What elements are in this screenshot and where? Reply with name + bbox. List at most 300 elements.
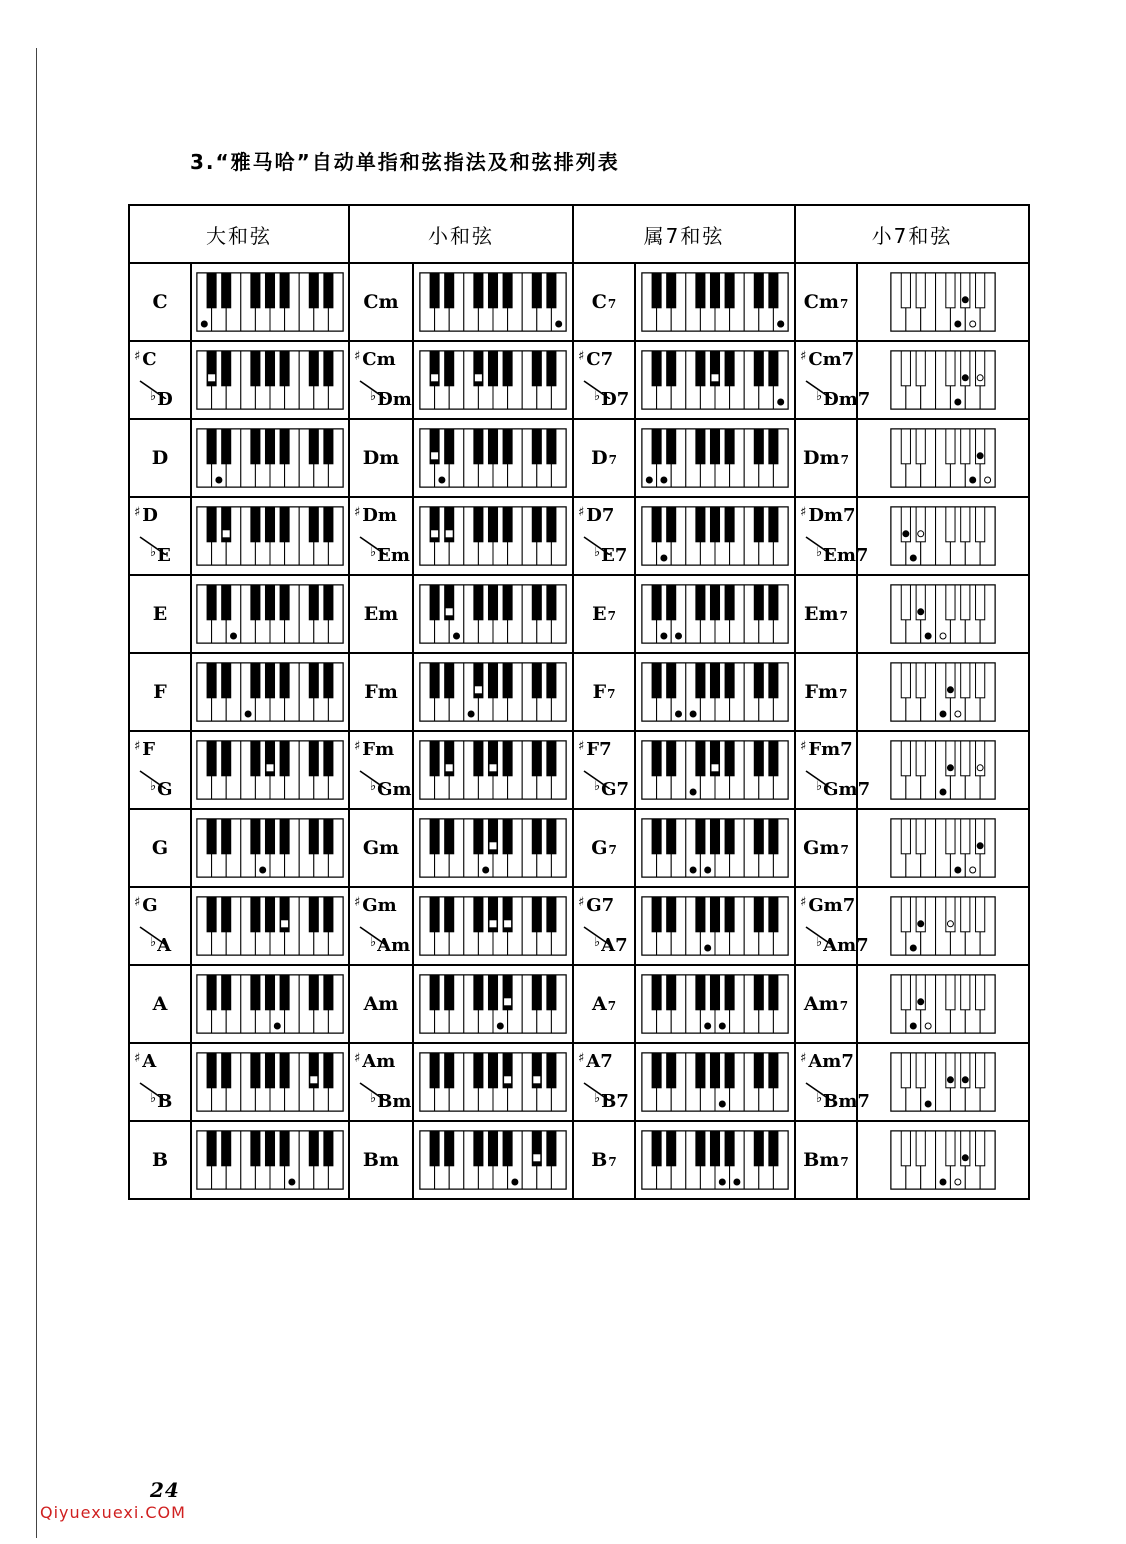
chord-name-cell — [573, 341, 635, 419]
chord-name: Dm — [803, 447, 840, 469]
keyboard-diagram — [887, 737, 999, 803]
black-key — [667, 741, 676, 776]
chord-seventh-suffix: 7 — [608, 843, 617, 857]
keyboard-cell — [857, 1043, 1029, 1121]
black-key — [696, 819, 705, 854]
header-dominant-seventh: 属7和弦 — [573, 205, 795, 263]
key-marker-filled — [690, 789, 696, 795]
black-key — [503, 507, 512, 542]
keyboard-cell — [191, 653, 349, 731]
flat-chord: Em — [377, 545, 410, 566]
chord-name-cell — [129, 341, 191, 419]
black-key — [961, 897, 970, 932]
keyboard-diagram — [638, 971, 792, 1037]
sharp-icon: ♯ — [800, 349, 807, 364]
black-key — [474, 507, 483, 542]
black-key — [961, 975, 970, 1010]
enharmonic-chord-name — [350, 737, 412, 803]
keyboard-cell — [191, 419, 349, 497]
black-key — [324, 585, 333, 620]
black-key — [547, 975, 556, 1010]
enharmonic-chord-name — [130, 503, 192, 569]
keyboard-cell — [635, 809, 795, 887]
chord-name-cell — [795, 575, 857, 653]
chord-name: A — [152, 993, 168, 1015]
keyboard-cell — [191, 1043, 349, 1121]
black-key — [280, 975, 289, 1010]
black-key — [696, 897, 705, 932]
chord-name-cell — [573, 263, 635, 341]
keyboard-diagram — [638, 503, 792, 569]
key-marker-open — [445, 764, 453, 772]
enharmonic-chord-name — [130, 737, 192, 803]
sharp-icon: ♯ — [134, 505, 141, 520]
keyboard-cell — [635, 575, 795, 653]
keyboard-cell — [635, 731, 795, 809]
flat-icon: ♭ — [594, 1091, 601, 1106]
black-key — [696, 585, 705, 620]
black-key — [754, 585, 763, 620]
key-marker-open — [970, 321, 976, 327]
chord-name-cell — [349, 1121, 413, 1199]
black-key — [976, 585, 985, 620]
black-key — [309, 975, 318, 1010]
black-key — [251, 1053, 260, 1088]
keyboard-cell — [413, 1121, 573, 1199]
chord-seventh-suffix: 7 — [608, 453, 617, 467]
black-key — [207, 819, 216, 854]
black-key — [445, 1053, 454, 1088]
key-marker-open — [474, 686, 482, 694]
keyboard-diagram — [416, 269, 570, 335]
key-marker-filled — [719, 1179, 725, 1185]
black-key — [976, 897, 985, 932]
chord-name-cell — [349, 1043, 413, 1121]
keyboard-diagram — [416, 815, 570, 881]
black-key — [901, 273, 910, 308]
flat-icon: ♭ — [816, 935, 823, 950]
sharp-chord: Dm — [362, 505, 397, 526]
flat-icon: ♭ — [150, 545, 157, 560]
key-marker-open — [985, 477, 991, 483]
keyboard-cell — [413, 263, 573, 341]
enharmonic-chord-name — [574, 893, 636, 959]
enharmonic-chord-name — [350, 1049, 412, 1115]
keyboard-cell — [857, 341, 1029, 419]
keyboard-diagram — [638, 659, 792, 725]
key-marker-filled — [245, 711, 251, 717]
keyboard-diagram — [416, 971, 570, 1037]
flat-chord: B — [157, 1091, 173, 1112]
flat-chord: Dm7 — [823, 389, 871, 410]
black-key — [280, 663, 289, 698]
black-key — [901, 351, 910, 386]
black-key — [652, 1131, 661, 1166]
black-key — [488, 1053, 497, 1088]
key-marker-filled — [289, 1179, 295, 1185]
keyboard-cell — [413, 809, 573, 887]
chord-row — [129, 731, 1029, 809]
key-marker-open — [504, 998, 512, 1006]
key-marker-filled — [778, 321, 784, 327]
keyboard-cell — [857, 263, 1029, 341]
black-key — [976, 663, 985, 698]
black-key — [710, 975, 719, 1010]
key-marker-filled — [918, 609, 924, 615]
sharp-chord: Cm — [362, 349, 396, 370]
chord-name-cell — [795, 1121, 857, 1199]
black-key — [430, 1053, 439, 1088]
black-key — [725, 897, 734, 932]
keyboard-diagram — [638, 1127, 792, 1193]
chord-name-cell — [795, 965, 857, 1043]
black-key — [251, 507, 260, 542]
black-key — [769, 897, 778, 932]
flat-name — [594, 1091, 629, 1112]
black-key — [309, 1131, 318, 1166]
key-marker-open — [445, 530, 453, 538]
key-marker-open — [918, 531, 924, 537]
key-marker-filled — [690, 867, 696, 873]
keyboard-diagram — [416, 737, 570, 803]
header-major: 大和弦 — [129, 205, 349, 263]
flat-chord: D7 — [601, 389, 630, 410]
flat-name — [150, 545, 171, 566]
flat-name — [150, 779, 173, 800]
sharp-chord: G — [142, 895, 158, 916]
black-key — [901, 975, 910, 1010]
key-marker-open — [533, 1076, 541, 1084]
keyboard-diagram — [193, 737, 347, 803]
black-key — [725, 741, 734, 776]
sharp-icon: ♯ — [354, 349, 361, 364]
sharp-icon: ♯ — [800, 739, 807, 754]
keyboard-diagram — [638, 425, 792, 491]
black-key — [725, 1053, 734, 1088]
black-key — [532, 351, 541, 386]
black-key — [474, 1131, 483, 1166]
keyboard-diagram — [416, 581, 570, 647]
chord-name-cell — [573, 653, 635, 731]
keyboard-diagram — [193, 425, 347, 491]
watermark: Qiyuexuexi.COM — [40, 1503, 186, 1522]
black-key — [667, 897, 676, 932]
keyboard-cell — [635, 965, 795, 1043]
chord-name: Bm — [362, 1149, 400, 1171]
sharp-chord: Gm7 — [808, 895, 856, 916]
keyboard-cell — [191, 1121, 349, 1199]
keyboard-cell — [191, 965, 349, 1043]
black-key — [652, 507, 661, 542]
black-key — [532, 273, 541, 308]
keyboard-diagram — [193, 815, 347, 881]
keyboard-diagram — [638, 893, 792, 959]
black-key — [430, 1131, 439, 1166]
black-key — [324, 507, 333, 542]
margin-line — [36, 48, 37, 1538]
key-marker-open — [431, 374, 439, 382]
sharp-icon: ♯ — [800, 895, 807, 910]
flat-name — [594, 545, 627, 566]
black-key — [754, 663, 763, 698]
chord-name-cell — [129, 653, 191, 731]
chord-name-cell — [795, 731, 871, 809]
chord-row — [129, 341, 1029, 419]
chord-name: D — [151, 447, 169, 469]
black-key — [901, 663, 910, 698]
keyboard-cell — [857, 965, 1029, 1043]
keyboard-diagram — [193, 1049, 347, 1115]
keyboard-cell — [191, 731, 349, 809]
black-key — [474, 1053, 483, 1088]
black-key — [710, 1131, 719, 1166]
chord-name-cell — [573, 497, 635, 575]
flat-icon: ♭ — [816, 1091, 823, 1106]
black-key — [324, 273, 333, 308]
keyboard-cell — [635, 887, 795, 965]
key-marker-filled — [903, 531, 909, 537]
black-key — [916, 273, 925, 308]
black-key — [532, 897, 541, 932]
black-key — [769, 975, 778, 1010]
black-key — [667, 507, 676, 542]
black-key — [324, 663, 333, 698]
chord-name: Em — [804, 603, 839, 625]
black-key — [222, 741, 231, 776]
key-marker-open — [711, 374, 719, 382]
chord-name-cell — [349, 809, 413, 887]
black-key — [652, 975, 661, 1010]
chord-seventh-suffix: 7 — [840, 453, 849, 467]
key-marker-filled — [947, 765, 953, 771]
black-key — [251, 975, 260, 1010]
header-minor: 小和弦 — [349, 205, 573, 263]
flat-chord: Am7 — [823, 935, 869, 956]
black-key — [280, 741, 289, 776]
black-key — [961, 429, 970, 464]
sharp-icon: ♯ — [134, 739, 141, 754]
key-marker-open — [281, 920, 289, 928]
keyboard-cell — [635, 1043, 795, 1121]
chord-row — [129, 497, 1029, 575]
flat-name — [370, 1091, 411, 1112]
sharp-chord: Gm — [362, 895, 397, 916]
sharp-chord: D — [142, 505, 158, 526]
black-key — [725, 1131, 734, 1166]
chord-seventh-suffix: 7 — [839, 999, 849, 1013]
keyboard-cell — [413, 653, 573, 731]
key-marker-open — [504, 1076, 512, 1084]
black-key — [265, 975, 274, 1010]
chord-name-cell — [573, 887, 635, 965]
flat-chord: G — [157, 779, 173, 800]
keyboard-diagram — [638, 581, 792, 647]
black-key — [445, 975, 454, 1010]
black-key — [696, 741, 705, 776]
black-key — [696, 351, 705, 386]
sharp-icon: ♯ — [578, 505, 585, 520]
black-key — [474, 273, 483, 308]
chord-name: E — [152, 603, 168, 625]
key-marker-filled — [705, 945, 711, 951]
black-key — [532, 663, 541, 698]
keyboard-diagram — [638, 815, 792, 881]
black-key — [652, 819, 661, 854]
enharmonic-chord-name — [574, 347, 636, 413]
keyboard-cell — [857, 497, 1029, 575]
black-key — [207, 507, 216, 542]
black-key — [769, 507, 778, 542]
black-key — [265, 429, 274, 464]
black-key — [445, 663, 454, 698]
sharp-chord: Dm7 — [808, 505, 856, 526]
key-marker-filled — [661, 477, 667, 483]
key-marker-filled — [910, 945, 916, 951]
black-key — [754, 507, 763, 542]
key-marker-filled — [439, 477, 445, 483]
keyboard-cell — [857, 1121, 1029, 1199]
black-key — [280, 1131, 289, 1166]
key-marker-filled — [719, 1101, 725, 1107]
black-key — [696, 507, 705, 542]
black-key — [696, 273, 705, 308]
chord-name-cell — [795, 887, 869, 965]
key-marker-filled — [661, 633, 667, 639]
chord-name-cell — [349, 263, 413, 341]
key-marker-open — [489, 842, 497, 850]
black-key — [445, 273, 454, 308]
chord-name-cell — [349, 419, 413, 497]
chord-name: F — [592, 681, 607, 703]
keyboard-cell — [635, 341, 795, 419]
chord-name-cell — [129, 575, 191, 653]
black-key — [488, 663, 497, 698]
black-key — [280, 351, 289, 386]
black-key — [445, 1131, 454, 1166]
chord-name-cell — [349, 731, 413, 809]
keyboard-diagram — [416, 425, 570, 491]
chord-name: B — [151, 1149, 169, 1171]
chord-seventh-suffix: 7 — [607, 687, 616, 701]
keyboard-diagram — [193, 347, 347, 413]
black-key — [265, 819, 274, 854]
keyboard-diagram — [638, 269, 792, 335]
black-key — [769, 1053, 778, 1088]
black-key — [916, 1053, 925, 1088]
chord-row — [129, 653, 1029, 731]
black-key — [901, 741, 910, 776]
chord-name-cell — [129, 731, 191, 809]
keyboard-cell — [191, 263, 349, 341]
sharp-chord: Cm7 — [808, 349, 855, 370]
chord-name-cell — [129, 1043, 191, 1121]
chord-row — [129, 263, 1029, 341]
enharmonic-chord-name — [574, 737, 636, 803]
enharmonic-chord-name — [796, 737, 871, 803]
black-key — [474, 429, 483, 464]
key-marker-filled — [940, 789, 946, 795]
black-key — [474, 975, 483, 1010]
black-key — [547, 663, 556, 698]
keyboard-cell — [191, 809, 349, 887]
chord-seventh-suffix: 7 — [608, 1155, 617, 1169]
key-marker-filled — [705, 1023, 711, 1029]
sharp-icon: ♯ — [578, 1051, 585, 1066]
black-key — [725, 273, 734, 308]
black-key — [946, 273, 955, 308]
key-marker-open — [310, 1076, 318, 1084]
black-key — [474, 819, 483, 854]
keyboard-cell — [413, 575, 573, 653]
key-marker-open — [955, 711, 961, 717]
header-minor-seventh: 小7和弦 — [795, 205, 1029, 263]
chord-name: Fm — [804, 681, 839, 703]
key-marker-filled — [947, 1077, 953, 1083]
flat-chord: Am — [377, 935, 411, 956]
black-key — [430, 819, 439, 854]
flat-icon: ♭ — [370, 1091, 377, 1106]
black-key — [769, 741, 778, 776]
chord-seventh-suffix: 7 — [839, 687, 848, 701]
chord-name-cell — [129, 1121, 191, 1199]
black-key — [976, 1053, 985, 1088]
black-key — [265, 897, 274, 932]
black-key — [445, 351, 454, 386]
flat-icon: ♭ — [150, 779, 157, 794]
chord-name: Bm — [803, 1149, 840, 1171]
chord-name-cell — [349, 575, 413, 653]
chord-name: E — [592, 603, 607, 625]
key-marker-filled — [676, 711, 682, 717]
black-key — [324, 429, 333, 464]
black-key — [222, 897, 231, 932]
black-key — [488, 585, 497, 620]
black-key — [532, 429, 541, 464]
chord-name-cell — [573, 809, 635, 887]
chord-row — [129, 887, 1029, 965]
chord-name-cell — [129, 263, 191, 341]
sharp-icon: ♯ — [800, 505, 807, 520]
keyboard-cell — [857, 731, 1029, 809]
chord-name-cell — [795, 341, 871, 419]
black-key — [309, 351, 318, 386]
black-key — [280, 507, 289, 542]
sharp-icon: ♯ — [354, 1051, 361, 1066]
flat-chord: Gm7 — [823, 779, 871, 800]
keyboard-diagram — [638, 1049, 792, 1115]
black-key — [430, 741, 439, 776]
black-key — [309, 429, 318, 464]
black-key — [946, 1131, 955, 1166]
flat-chord: B7 — [601, 1091, 629, 1112]
flat-icon: ♭ — [594, 389, 601, 404]
flat-chord: E — [157, 545, 171, 566]
black-key — [916, 1131, 925, 1166]
enharmonic-chord-name — [130, 1049, 192, 1115]
black-key — [503, 351, 512, 386]
sharp-chord: Fm7 — [808, 739, 853, 760]
black-key — [696, 429, 705, 464]
key-marker-filled — [940, 711, 946, 717]
enharmonic-chord-name — [350, 347, 412, 413]
key-marker-filled — [962, 1155, 968, 1161]
black-key — [725, 351, 734, 386]
chord-row — [129, 809, 1029, 887]
chord-seventh-suffix: 7 — [607, 999, 617, 1013]
black-key — [445, 819, 454, 854]
black-key — [961, 663, 970, 698]
black-key — [488, 429, 497, 464]
